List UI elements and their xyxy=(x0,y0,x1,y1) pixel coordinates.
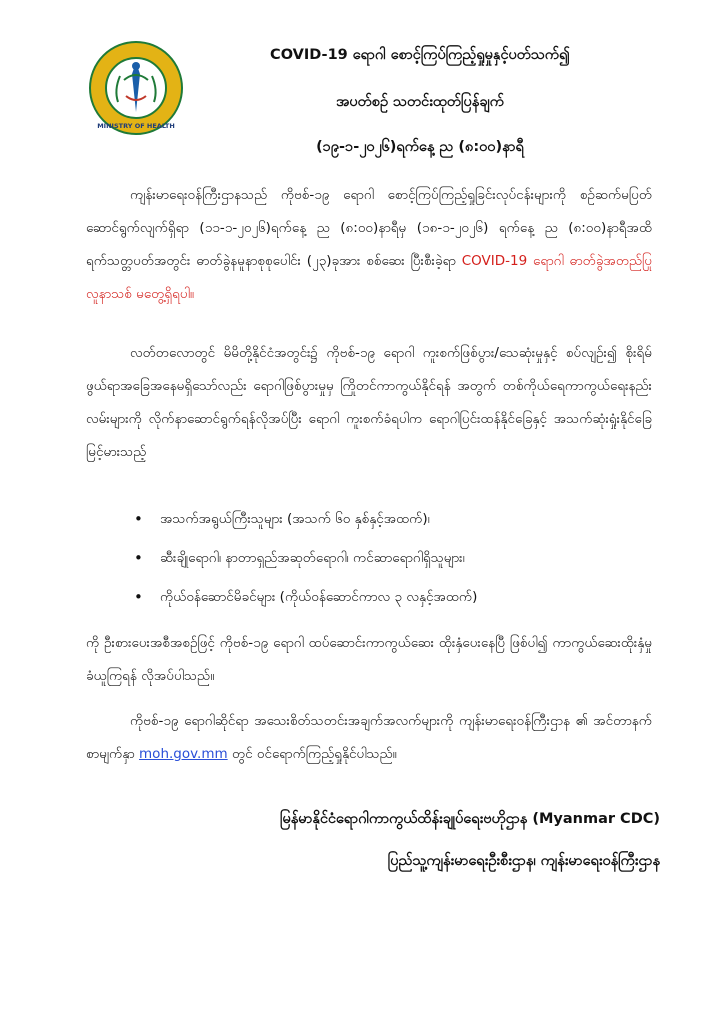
header-subtitle: အပတ်စဉ် သတင်းထုတ်ပြန်ချက် xyxy=(336,94,504,110)
paragraph-2: လတ်တလောတွင် မိမိတို့နိုင်ငံအတွင်း၌ ကိုဗစ်-၁၉ ရောဂါ ကူးစက်ဖြစ်ပွား/သေဆုံးမှုနှင့် စပ်လျဉ်း၍ စိုးရိမ်ဖွယ်ရာအခြေအနေမရှိသော်လည်း ရောဂါဖြစ်ပွားမှုမှ ကြိုတင်ကာကွယ်နိုင်ရန် အတွက် တစ်ကိုယ်ရေကာကွယ်ရေးနည်းလမ်းများကို လိုက်နာဆောင်ရွက်ရန်လိုအပ်ပြီး ရောဂါ ကူးစက်ခံရပါက ရောဂါပြင်းထန်နိုင်ခြေနှင့် အသက်ဆုံးရှုံးနိုင်ခြေမြင့်မားသည့် xyxy=(86,345,652,460)
ministry-of-health-logo xyxy=(88,40,184,136)
paragraph-1-text: ကျန်းမာရေးဝန်ကြီးဌာနသည် ကိုဗစ်-၁၉ ရောဂါ စောင့်ကြပ်ကြည့်ရှုခြင်းလုပ်ငန်းများကို စဉ်ဆက်မပြတ် ဆောင်ရွက်လျက်ရှိရာ (၁၁-၁-၂၀၂၆)ရက်နေ့ ည (၈:၀၀)နာရီမှ (၁၈-၁-၂၀၂၆) ရက်နေ့ ည (၈:၀၀)နာရီအထိ ရက်သတ္တပတ်အတွင်း ဓာတ်ခွဲနမူနာစုစုပေါင်း (၂၃)ခုအား စစ်ဆေး ပြီးစီးခဲ့ရာ xyxy=(86,187,652,269)
list-item: • အသက်အရွယ်ကြီးသူများ (အသက် ၆၀ နှစ်နှင့်အထက်)၊ xyxy=(140,503,640,542)
paragraph-4 xyxy=(86,705,652,771)
priority-group-list xyxy=(140,503,640,620)
svg-text:MINISTRY OF HEALTH: MINISTRY OF HEALTH xyxy=(97,122,175,130)
paragraph-3: ကို ဦးစားပေးအစီအစဉ်ဖြင့် ကိုဗစ်-၁၉ ရောဂါ ထပ်ဆောင်းကာကွယ်ဆေး ထိုးနှံပေးနေပြီ ဖြစ်ပါ၍ ကာကွယ်ဆေးထိုးနှံမှု ခံယူကြရန် လိုအပ်ပါသည်။ xyxy=(86,635,652,684)
footer-department: ပြည်သူ့ကျန်းမာရေးဦးစီးဌာန၊ ကျန်းမာရေးဝန်ကြီးဌာန xyxy=(387,853,660,869)
paragraph-4-text-end: တွင် ဝင်ရောက်ကြည့်ရှုနိုင်ပါသည်။ xyxy=(227,746,397,762)
paragraph-1 xyxy=(86,179,652,311)
footer-organization: မြန်မာနိုင်ငံရောဂါကာကွယ်ထိန်းချုပ်ရေးဗဟိုဌာန (Myanmar CDC) xyxy=(280,811,660,827)
list-item: • ဆီးချိုရောဂါ၊ နာတာရှည်အဆုတ်ရောဂါ၊ ကင်ဆာရောဂါရှိသူများ၊ xyxy=(140,542,640,581)
paragraph-4-text: ကိုဗစ်-၁၉ ရောဂါဆိုင်ရာ အသေးစိတ်သတင်းအချက်အလက်များကို ကျန်းမာရေးဝန်ကြီးဌာန ၏ အင်တာနက်စာမျက်နှာ xyxy=(86,713,652,762)
header-title: COVID-19 ရောဂါ စောင့်ကြပ်ကြည့်ရှုမှုနှင့်ပတ်သက်၍ xyxy=(270,47,570,63)
website-link[interactable]: moh.gov.mm xyxy=(139,746,228,762)
no-new-cases-highlight: COVID-19 ရောဂါ ဓာတ်ခွဲအတည်ပြုလူနာသစ် မတွေ့ရှိရပါ။ xyxy=(86,253,652,302)
list-item: • ကိုယ်ဝန်ဆောင်မိခင်များ (ကိုယ်ဝန်ဆောင်ကာလ ၃ လနှင့်အထက်) xyxy=(140,581,640,620)
header-date: (၁၉-၁-၂၀၂၆)ရက်နေ့ ည (၈:၀၀)နာရီ xyxy=(316,139,524,155)
